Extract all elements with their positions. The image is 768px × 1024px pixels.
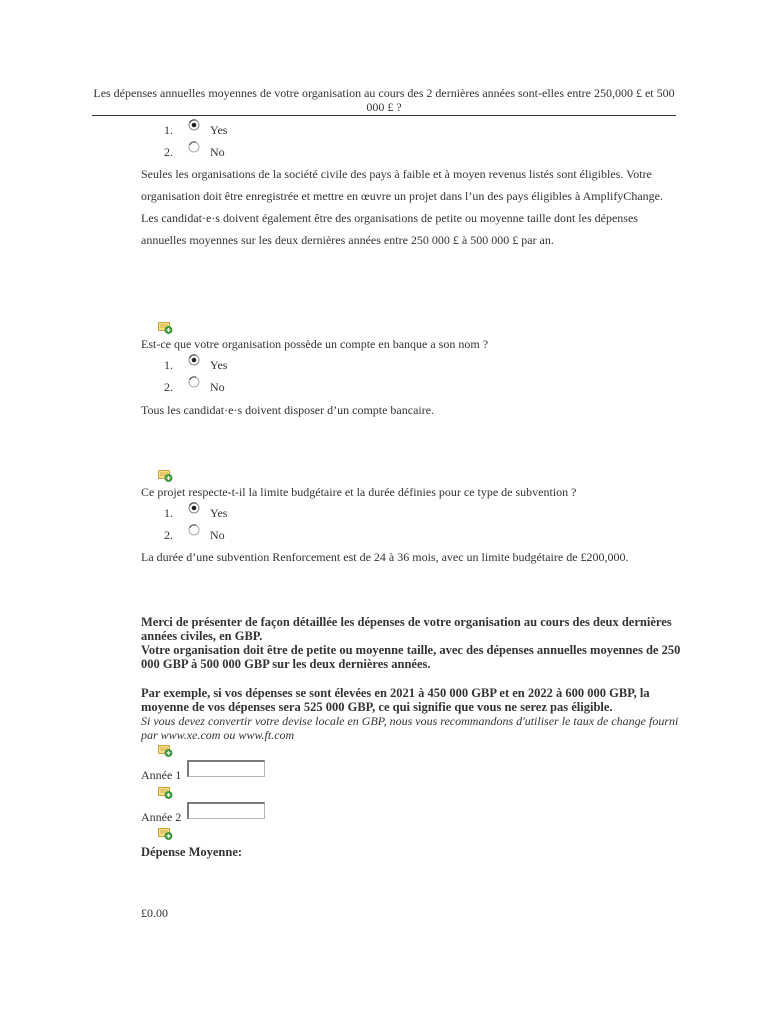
question-budget-duration: Ce projet respecte-t-il la limite budgétaire et la durée définies pour ce type de subvention ? [141,485,577,499]
radio-unselected-icon[interactable] [188,524,200,536]
add-note-icon[interactable] [158,744,173,757]
option-number: 2. [164,380,173,394]
option-number: 1. [164,506,173,520]
option-label: Yes [210,358,228,372]
option-label: No [210,528,225,542]
option-number: 2. [164,145,173,159]
add-note-icon[interactable] [158,469,173,482]
year2-label: Année 2 [141,810,182,824]
option-number: 1. [164,358,173,372]
radio-selected-icon[interactable] [188,502,200,514]
expenses-intro-line2: Votre organisation doit être de petite ou moyenne taille, avec des dépenses annuelles moyennes de 250 000 GBP à 500 000 GBP sur les deux dernières années. [141,643,681,671]
add-note-icon[interactable] [158,786,173,799]
add-note-icon[interactable] [158,321,173,334]
expenses-example: Par exemple, si vos dépenses se sont élevées en 2021 à 450 000 GBP et en 2022 à 600 000 GBP, la moyenne de vos dépenses sera 525 000 GBP, ce qui signifie que vous ne serez pas éligible. [141,686,650,714]
year1-label: Année 1 [141,768,182,782]
year1-input[interactable] [187,760,265,777]
average-expense-value: £0.00 [141,906,168,920]
q1-info-text: Seules les organisations de la société civile des pays à faible et à moyen revenus listés sont éligibles. Votre organisation doit être enregistrée et mettre en œuvre un projet dans l’un des pays éligibles à AmplifyChange. Les candidat·e·s doivent également être des organisations de petite ou moyenne taille dont les dépenses annuelles moyennes sur les deux dernières années entre 250 000 £ à 500 000 £ par an. [141,167,663,247]
q3-info-text: La durée d’une subvention Renforcement est de 24 à 36 mois, avec un limite budgétaire de £200,000. [141,550,629,564]
expenses-intro [141,615,681,671]
question-eligibility-expenses: Les dépenses annuelles moyennes de votre organisation au cours des 2 dernières années sont-elles entre 250,000 £ et 500 000 £ ? [93,86,675,114]
average-expense-label: Dépense Moyenne: [141,845,243,859]
radio-selected-icon[interactable] [188,119,200,131]
option-label: Yes [210,506,228,520]
q2-info-text: Tous les candidat·e·s doivent disposer d’un compte bancaire. [141,403,435,417]
radio-selected-icon[interactable] [188,354,200,366]
option-label: Yes [210,123,228,137]
option-number: 2. [164,528,173,542]
add-note-icon[interactable] [158,827,173,840]
question-bank-account: Est-ce que votre organisation possède un compte en banque a son nom ? [141,337,489,351]
option-label: No [210,380,225,394]
radio-unselected-icon[interactable] [188,141,200,153]
option-number: 1. [164,123,173,137]
expenses-intro-line1: Merci de présenter de façon détaillée les dépenses de votre organisation au cours des deux dernières années civiles, en GBP. [141,615,672,643]
currency-conversion-note: Si vous devez convertir votre devise locale en GBP, nous vous recommandons d'utiliser le taux de change fourni par www.xe.com ou www.ft.com [141,714,679,742]
divider [92,115,676,116]
year2-input[interactable] [187,802,265,819]
radio-unselected-icon[interactable] [188,376,200,388]
option-label: No [210,145,225,159]
